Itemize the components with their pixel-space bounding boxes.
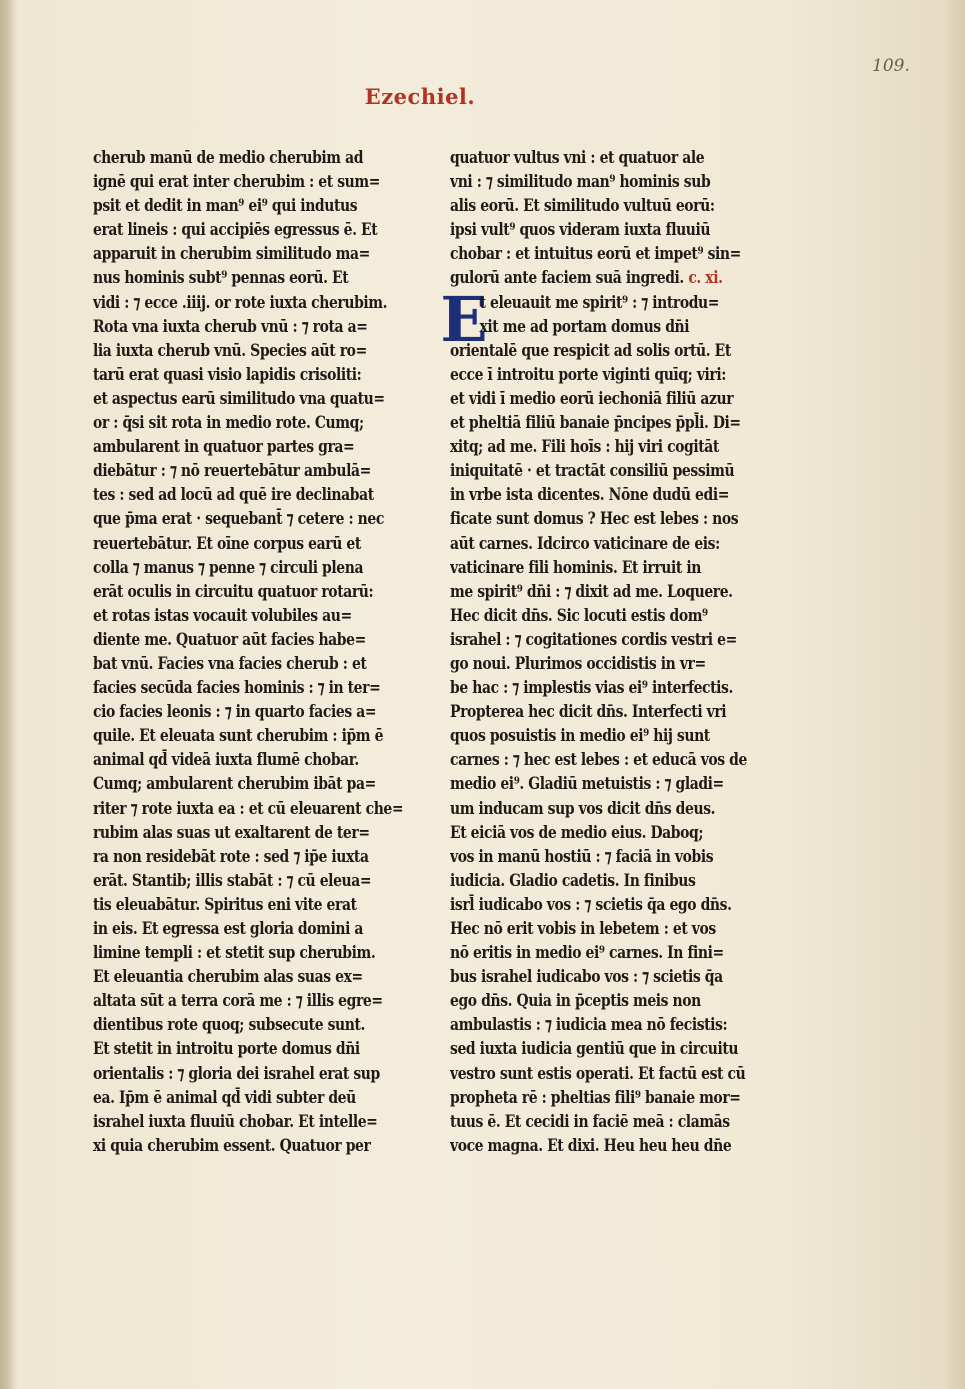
text-line: Rota vna iuxta cherub vnū : ⁊ rota a= <box>93 316 368 337</box>
text-line: Et eleuantia cherubim alas suas ex= <box>93 967 363 988</box>
text-line: tarū erat quasi visio lapidis crisoliti: <box>93 364 362 385</box>
text-line: or : q̄si sit rota in medio rote. Cumq; <box>93 413 364 434</box>
text-line: colla ⁊ manus ⁊ penne ⁊ circuli plena <box>93 557 364 578</box>
text-line: ego dn̄s. Quia in p̄ceptis meis non <box>450 991 701 1012</box>
text-line: iniquitatē · et tractāt consiliū pessimū <box>450 461 735 482</box>
text-line: me spirit⁹ dn̄i : ⁊ dixit ad me. Loquere. <box>450 581 733 602</box>
text-line: xit me ad portam domus dn̄i <box>479 316 690 337</box>
text-line: ambularent in quatuor partes gra= <box>93 437 355 458</box>
text-line: orientalē que respicit ad solis ortū. Et <box>450 340 731 361</box>
text-line: Hec nō erit vobis in lebetem : et vos <box>450 919 716 939</box>
text-line: cherub manū de medio cherubim ad <box>93 148 364 168</box>
text-line: que p̄ma erat · sequebant̄ ⁊ cetere : nec <box>93 509 384 530</box>
text-line: ambulastis : ⁊ iudicia mea nō fecistis: <box>450 1015 728 1036</box>
text-line: xi quia cherubim essent. Quatuor per <box>93 1135 371 1156</box>
text-line: limine templi : et stetit sup cherubim. <box>93 943 376 964</box>
text-line: nus hominis subt⁹ pennas eorū. Et <box>93 268 349 289</box>
text-line: vos in manū hostiū : ⁊ faciā in vobis <box>450 846 714 867</box>
page-edge <box>945 0 965 1389</box>
running-title: Ezechiel. <box>364 84 476 109</box>
text-line: aūt carnes. Idcirco vaticinare de eis: <box>450 533 720 554</box>
text-line: Et stetit in introitu porte domus dn̄i <box>93 1039 360 1060</box>
text-line: facies secūda facies hominis : ⁊ in ter= <box>93 678 381 699</box>
decorated-initial: E <box>440 283 488 356</box>
text-line: orientalis : ⁊ gloria dei israhel erat sup <box>93 1063 380 1084</box>
text-line: lia iuxta cherub vnū. Species aūt ro= <box>93 340 367 361</box>
text-line: altata sūt a terra corā me : ⁊ illis egre= <box>93 991 383 1012</box>
text-line: tuus ē. Et cecidi in faciē meā : clamās <box>450 1111 730 1132</box>
text-line: erāt. Stantib; illis stabāt : ⁊ cū eleua= <box>93 870 372 891</box>
text-line: bat vnū. Facies vna facies cherub : et <box>93 653 367 674</box>
text-line: erāt oculis in circuitu quatuor rotarū: <box>93 581 374 602</box>
text-line: vidi : ⁊ ecce .iiij. or rote iuxta cherubim. <box>93 292 388 313</box>
text-line: Hec dicit dn̄s. Sic locuti estis dom⁹ <box>450 605 708 626</box>
text-line: tes : sed ad locū ad quē ire declinabat <box>93 485 374 506</box>
text-line: isrl̄ iudicabo vos : ⁊ scietis q̄a ego dn̄s. <box>450 894 732 915</box>
text-line: psit et dedit in man⁹ ei⁹ qui indutus <box>93 196 358 217</box>
text-line: nō eritis in medio ei⁹ carnes. In fini= <box>450 943 724 964</box>
text-line: voce magna. Et dixi. Heu heu heu dn̄e <box>450 1135 732 1156</box>
text-line: diente me. Quatuor aūt facies habe= <box>93 629 366 650</box>
text-line: alis eorū. Et similitudo vultuū eorū: <box>450 196 715 217</box>
gutter-shadow <box>0 0 18 1389</box>
text-line: go noui. Plurimos occidistis in vr= <box>450 653 706 674</box>
text-line: carnes : ⁊ hec est lebes : et educā vos de <box>450 750 747 771</box>
text-line: ficate sunt domus ? Hec est lebes : nos <box>450 509 739 530</box>
text-line: ipsi vult⁹ quos videram iuxta fluuiū <box>450 220 711 241</box>
text-line: quatuor vultus vni : et quatuor ale <box>450 148 705 168</box>
text-line: dientibus rote quoq; subsecute sunt. <box>93 1015 365 1036</box>
folio-number: 109. <box>872 56 910 76</box>
text-line: medio ei⁹. Gladiū metuistis : ⁊ gladi= <box>450 774 724 795</box>
text-line: vestro sunt estis operati. Et factū est cū <box>450 1063 746 1084</box>
text-line: in vrbe ista dicentes. Nōne dudū edi= <box>450 485 730 506</box>
text-line: tis eleuabātur. Spiritus eni vite erat <box>93 894 357 915</box>
text-line: et vidi ī medio eorū iechoniā filiū azur <box>450 388 734 409</box>
text-line: Et eiciā vos de medio eius. Daboq; <box>450 822 704 843</box>
text-line: um inducam sup vos dicit dn̄s deus. <box>450 798 716 819</box>
text-line: israhel : ⁊ cogitationes cordis vestri e= <box>450 629 737 650</box>
text-line: cio facies leonis : ⁊ in quarto facies a= <box>93 702 377 723</box>
text-line: bus israhel iudicabo vos : ⁊ scietis q̄a <box>450 967 723 988</box>
text-line: gulorū ante faciem suā ingredi. c. xi. <box>450 268 723 289</box>
text-line: vni : ⁊ similitudo man⁹ hominis sub <box>450 172 711 193</box>
text-line: in eis. Et egressa est gloria domini a <box>93 919 364 939</box>
text-line: ra non residebāt rote : sed ⁊ ip̄e iuxta <box>93 846 369 867</box>
text-line: israhel iuxta fluuiū chobar. Et intelle= <box>93 1111 378 1132</box>
text-line: vaticinare fili hominis. Et irruit in <box>450 557 701 578</box>
text-line: ea. Ip̄m ē animal qd̄ vidi subter deū <box>93 1087 356 1108</box>
text-line: ecce ī introitu porte viginti quīq; viri: <box>450 364 726 385</box>
text-line: et rotas istas vocauit volubiles au= <box>93 605 352 626</box>
text-line: Propterea hec dicit dn̄s. Interfecti vri <box>450 702 727 723</box>
left-column <box>93 146 403 1158</box>
text-line: chobar : et intuitus eorū et impet⁹ sin= <box>450 244 741 265</box>
text-line: reuertebātur. Et oīne corpus earū et <box>93 533 361 554</box>
text-line: et pheltiā filiū banaie p̄ncipes p̄pl̄i. Di= <box>450 413 741 434</box>
text-line: et aspectus earū similitudo vna quatu= <box>93 388 385 409</box>
text-line: sed iuxta iudicia gentiū que in circuitu <box>450 1039 739 1060</box>
text-line: rubim alas suas ut exaltarent de ter= <box>93 822 370 843</box>
text-line: riter ⁊ rote iuxta ea : et cū eleuarent che= <box>93 798 404 819</box>
text-line: iudicia. Gladio cadetis. In finibus <box>450 870 696 891</box>
text-line: t eleuauit me spirit⁹ : ⁊ introdu= <box>479 292 720 313</box>
chapter-marker: c. xi. <box>683 268 723 289</box>
text-line: Cumq; ambularent cherubim ibāt pa= <box>93 774 376 795</box>
text-line: xitq; ad me. Fili hoīs : hij viri cogitāt <box>450 437 719 458</box>
text-line: propheta rē : pheltias fili⁹ banaie mor= <box>450 1087 741 1108</box>
right-column <box>450 146 760 1158</box>
text-line: ignē qui erat inter cherubim : et sum= <box>93 172 381 193</box>
text-line: quile. Et eleuata sunt cherubim : ip̄m ē <box>93 726 384 747</box>
text-line: erat lineis : qui accipiēs egressus ē. Et <box>93 220 378 241</box>
text-line: apparuit in cherubim similitudo ma= <box>93 244 370 265</box>
text-line: be hac : ⁊ implestis vias ei⁹ interfectis. <box>450 678 733 699</box>
text-line: quos posuistis in medio ei⁹ hij sunt <box>450 726 710 747</box>
text-line: animal qd̄ videā iuxta flumē chobar. <box>93 750 359 771</box>
text-line: diebātur : ⁊ nō reuertebātur ambulā= <box>93 461 371 482</box>
